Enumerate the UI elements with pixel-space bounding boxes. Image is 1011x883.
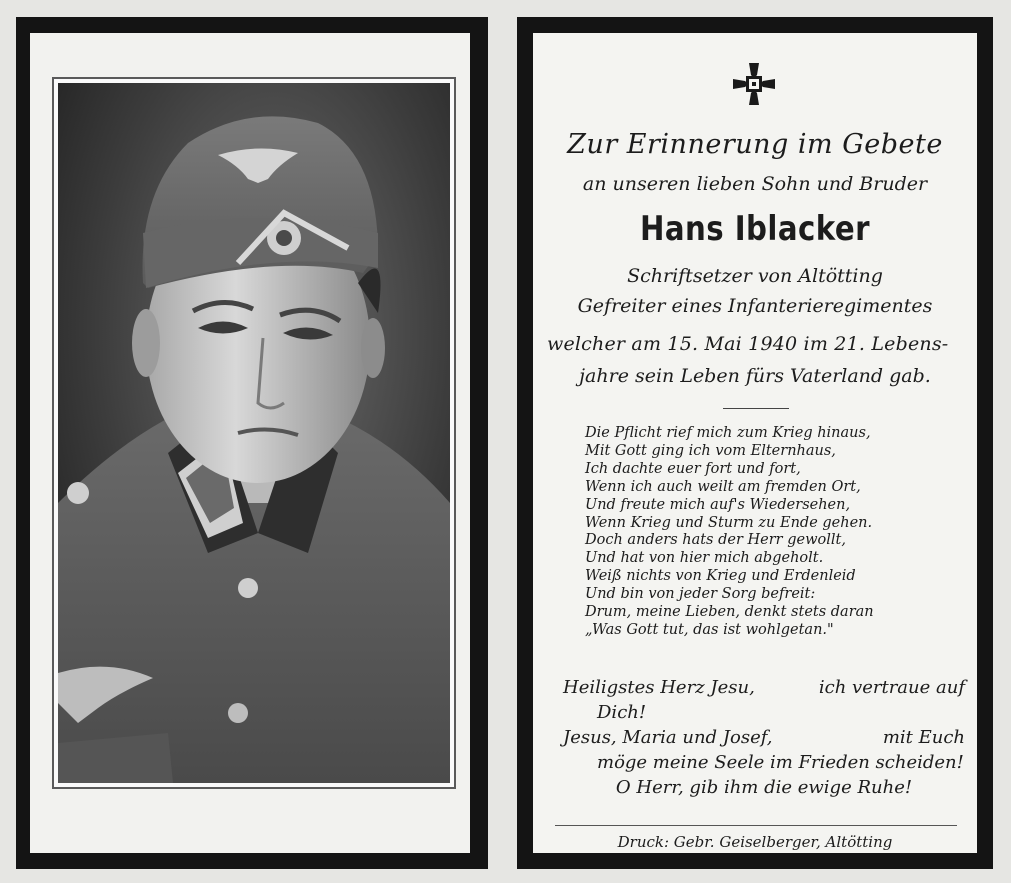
poem-line: „Was Gott tut, das ist wohlgetan." bbox=[585, 621, 834, 638]
left-panel-black-border bbox=[16, 17, 488, 869]
left-panel-paper bbox=[30, 33, 470, 853]
prayer-3: O Herr, gib ihm die ewige Ruhe! bbox=[615, 777, 913, 798]
poem-line: Wenn ich auch weilt am fremden Ort, bbox=[585, 478, 861, 495]
poem-line: Weiß nichts von Krieg und Erdenleid bbox=[585, 568, 856, 585]
poem-line: Und hat von hier mich abgeholt. bbox=[585, 550, 824, 567]
prayer-2-continued: möge meine Seele im Frieden scheiden! bbox=[597, 752, 964, 773]
poem-line: Wenn Krieg und Sturm zu Ende gehen. bbox=[585, 514, 873, 531]
poem-line: Doch anders hats der Herr gewollt, bbox=[585, 532, 846, 549]
poem-line: Drum, meine Lieben, denkt stets daran bbox=[585, 604, 874, 621]
poem-line: Ich dachte euer fort und fort, bbox=[585, 460, 801, 477]
iron-cross-icon bbox=[731, 61, 777, 107]
prayers-block bbox=[563, 675, 965, 800]
prayer-2-right: mit Euch bbox=[882, 727, 965, 748]
prayer-1-continued: Dich! bbox=[597, 702, 647, 723]
divider-long bbox=[555, 825, 957, 826]
right-panel-black-border bbox=[517, 17, 993, 869]
printer-credit: Druck: Gebr. Geiselberger, Altötting bbox=[617, 833, 893, 851]
poem-line: Und freute mich auf's Wiedersehen, bbox=[585, 496, 851, 513]
divider-short bbox=[723, 408, 789, 409]
prayer-2-left: Jesus, Maria und Josef, bbox=[563, 727, 773, 748]
death-date-line-1: welcher am 15. Mai 1940 im 21. Lebens- bbox=[547, 333, 949, 355]
prayer-1-left: Heiligstes Herz Jesu, bbox=[563, 677, 755, 698]
prayer-1 bbox=[563, 675, 965, 700]
rank-line: Gefreiter eines Infanterieregimentes bbox=[577, 295, 933, 317]
occupation-line: Schriftsetzer von Altötting bbox=[627, 265, 883, 287]
memorial-heading: Zur Erinnerung im Gebete bbox=[567, 129, 943, 160]
poem-line: Mit Gott ging ich vom Elternhaus, bbox=[585, 442, 836, 459]
soldier-portrait-photo bbox=[58, 83, 450, 783]
memorial-poem bbox=[585, 425, 965, 640]
deceased-name: Hans Iblacker bbox=[639, 209, 870, 249]
photo-frame bbox=[52, 77, 456, 789]
poem-line: Die Pflicht rief mich zum Krieg hinaus, bbox=[585, 425, 871, 441]
poem-line: Und bin von jeder Sorg befreit: bbox=[585, 586, 816, 603]
right-panel-paper bbox=[533, 33, 977, 853]
prayer-1-right: ich vertraue auf bbox=[818, 677, 965, 698]
death-date-line-2: jahre sein Leben fürs Vaterland gab. bbox=[579, 365, 931, 387]
prayer-2 bbox=[563, 725, 965, 750]
memorial-subheading: an unseren lieben Sohn und Bruder bbox=[582, 173, 928, 195]
